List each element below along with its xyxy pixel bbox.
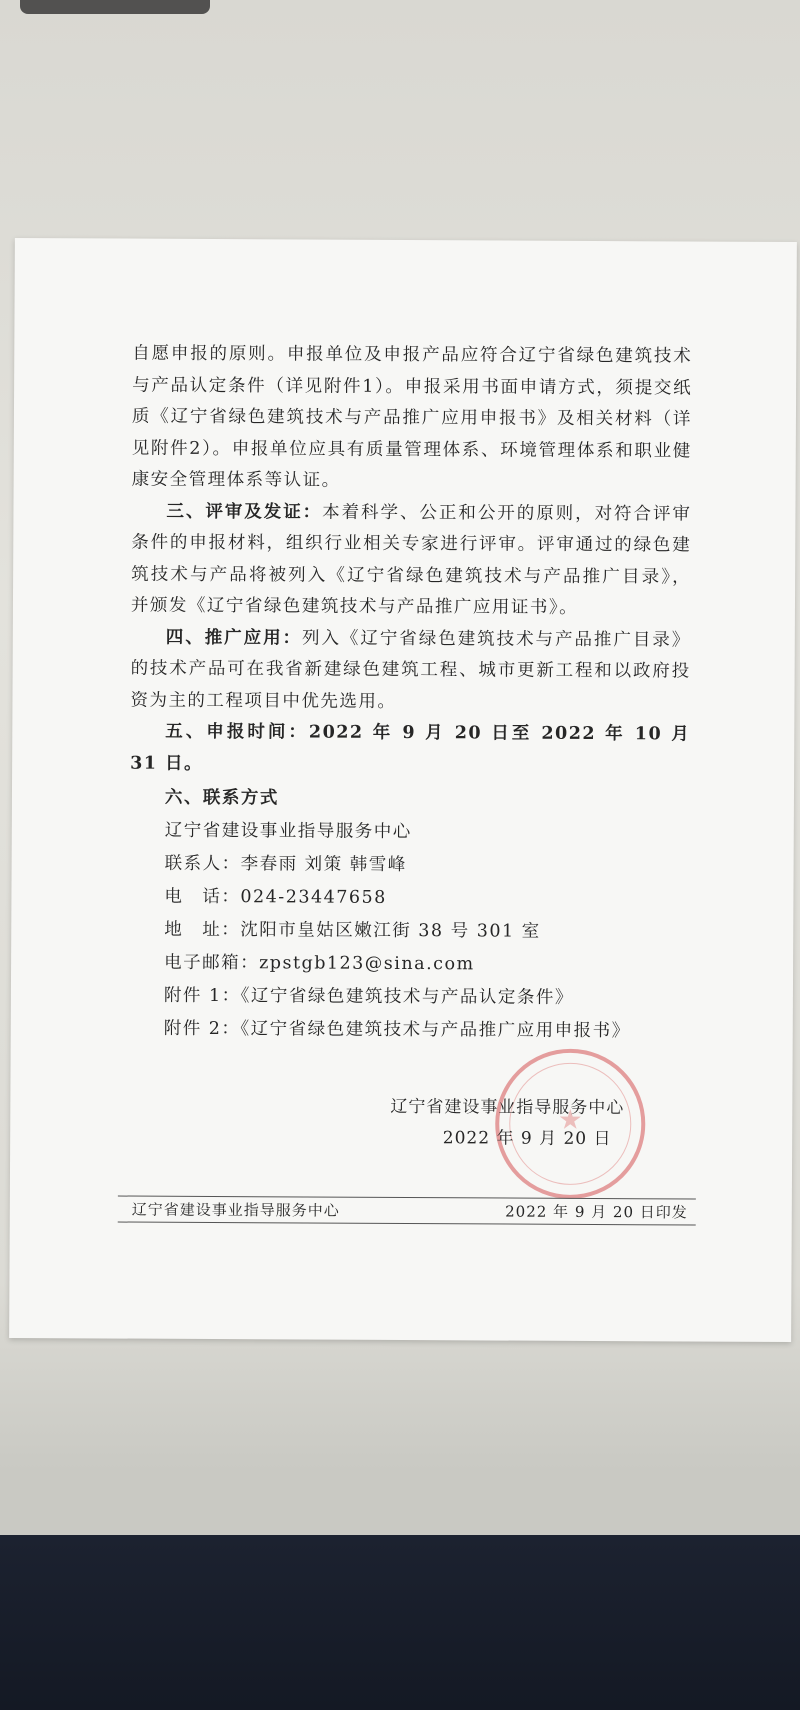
section-4-text: 列入《辽宁省绿色建筑技术与产品推广目录》的技术产品可在我省新建绿色建筑工程、城市更新工程和以政府投资为主的工程项目中优先选用。 — [130, 627, 691, 712]
contact-email: 电子邮箱：zpstgb123@sina.com — [164, 952, 475, 975]
contact-section — [129, 782, 690, 1049]
attachment-1: 附件 1：《辽宁省绿色建筑技术与产品认定条件》 — [163, 985, 574, 1008]
section-3-heading: 三、评审及发证： — [166, 501, 323, 523]
contact-address: 地 址：沈阳市皇姑区嫩江街 38 号 301 室 — [164, 919, 541, 942]
signature-date: 2022 年 9 月 20 日 — [442, 1128, 612, 1150]
paragraph-intro: 自愿申报的原则。申报单位及申报产品应符合辽宁省绿色建筑技术与产品认定条件（详见附件1）。申报采用书面申请方式，须提交纸质《辽宁省绿色建筑技术与产品推广应用申报书》及相关材料（详见附件2）。申报单位应具有质量管理体系、环境管理体系和职业健康安全管理体系等认证。 — [131, 343, 693, 491]
contact-org: 辽宁省建设事业指导服务中心 — [164, 820, 412, 843]
footer — [132, 1199, 688, 1224]
pen-on-desk — [20, 0, 210, 14]
section-3-text: 本着科学、公正和公开的原则，对符合评审条件的申报材料，组织行业相关专家进行评审。评审通过的绿色建筑技术与产品将被列入《辽宁省绿色建筑技术与产品推广目录》，并颁发《辽宁省绿色建筑技术与产品推广应用证书》。 — [130, 502, 692, 618]
signature-org: 辽宁省建设事业指导服务中心 — [390, 1096, 625, 1119]
section-5: 五、申报时间：2022 年 9 月 20 日至 2022 年 10 月 31 日。 — [130, 721, 691, 774]
attachment-2: 附件 2：《辽宁省绿色建筑技术与产品推广应用申报书》 — [163, 1018, 631, 1042]
contact-people: 联系人：李春雨 刘策 韩雪峰 — [164, 853, 407, 876]
section-3 — [131, 496, 692, 625]
footer-issuer: 辽宁省建设事业指导服务中心 — [131, 1200, 340, 1220]
section-4 — [130, 622, 690, 719]
contact-phone: 电 话：024-23447658 — [164, 886, 387, 908]
dark-surface — [0, 1535, 800, 1710]
section-6-heading: 六、联系方式 — [164, 787, 280, 809]
signature-block — [390, 1092, 624, 1155]
section-4-heading: 四、推广应用： — [165, 627, 303, 648]
document-page — [9, 238, 797, 1342]
document-body — [129, 339, 693, 1049]
footer-issue-date: 2022 年 9 月 20 日印发 — [505, 1202, 688, 1222]
